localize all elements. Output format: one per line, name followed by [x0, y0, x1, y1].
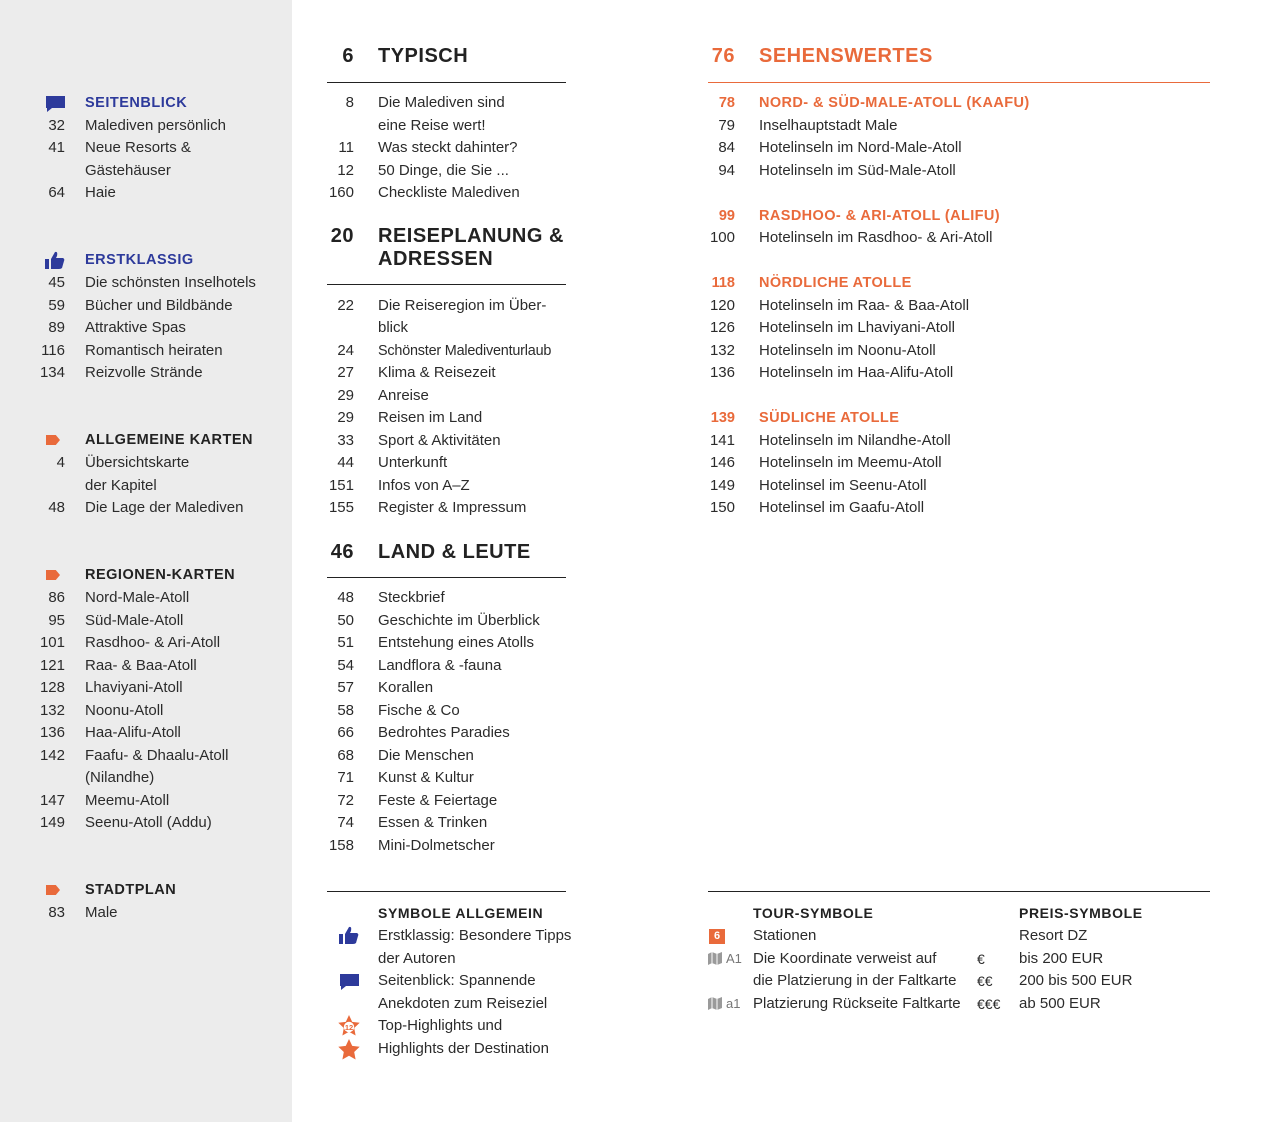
page-number: 51 — [337, 634, 354, 651]
item-label: Geschichte im Überblick — [378, 612, 540, 629]
speech-bubble-icon — [45, 95, 66, 113]
chapter-title-land-leute[interactable]: LAND & LEUTE — [378, 541, 531, 563]
list-item[interactable] — [0, 452, 292, 474]
list-item-continuation — [320, 317, 570, 339]
page-number: 11 — [338, 139, 354, 156]
item-label: Steckbrief — [378, 589, 445, 606]
list-item[interactable] — [320, 632, 570, 654]
legend-text: Seitenblick: Spannende — [378, 972, 536, 989]
item-label: blick — [378, 319, 409, 336]
page-number: 128 — [39, 679, 65, 696]
page-number: 79 — [718, 117, 735, 134]
item-label: Bücher und Bildbände — [85, 297, 233, 314]
page-number: 141 — [709, 432, 735, 449]
list-item[interactable] — [700, 160, 1210, 182]
chapter-page-number: 46 — [330, 541, 354, 563]
page-number: 29 — [337, 387, 354, 404]
page-number: 149 — [39, 814, 65, 831]
item-label: Hotelinseln im Süd-Male-Atoll — [759, 162, 956, 179]
item-label: Noonu-Atoll — [85, 702, 164, 719]
page-number: 48 — [48, 499, 65, 516]
page-number: 86 — [48, 589, 65, 606]
list-item[interactable] — [320, 160, 570, 182]
page-number: 147 — [39, 792, 65, 809]
page-number: 78 — [718, 95, 735, 111]
item-label: Hotelinseln im Noonu-Atoll — [759, 342, 936, 359]
item-label: Inselhauptstadt Male — [759, 117, 898, 134]
divider — [327, 891, 566, 892]
legend-text: Erstklassig: Besondere Tipps — [378, 927, 572, 944]
legend-text: Resort DZ — [1019, 927, 1088, 944]
section-title-erstklassig: ERSTKLASSIG — [85, 252, 194, 268]
item-label: Was steckt dahinter? — [378, 139, 518, 156]
item-label: Übersichtskarte — [85, 454, 190, 471]
page-number: 121 — [39, 657, 65, 674]
page-number: 72 — [337, 792, 354, 809]
page-number: 54 — [337, 657, 354, 674]
list-item[interactable] — [320, 430, 570, 452]
list-item[interactable] — [0, 137, 292, 159]
price-symbol: €€€ — [977, 996, 1001, 1012]
item-label: Malediven persönlich — [85, 117, 226, 134]
divider — [327, 82, 566, 83]
list-item[interactable] — [0, 295, 292, 317]
page-number: 58 — [337, 702, 354, 719]
chapter-title-reiseplanung-line2: ADRESSEN — [378, 248, 494, 270]
chapter-page-number: 6 — [342, 45, 354, 67]
item-label: Landflora & -fauna — [378, 657, 502, 674]
page-number: 100 — [709, 229, 735, 246]
page-number: 12 — [337, 162, 354, 179]
item-label: Schönster Malediventurlaub — [378, 343, 552, 359]
item-label: Hotelinseln im Nord-Male-Atoll — [759, 139, 962, 156]
item-label: Essen & Trinken — [378, 814, 488, 831]
numbered-star-icon — [337, 1014, 361, 1038]
list-item[interactable] — [320, 340, 570, 362]
item-label: der Kapitel — [85, 477, 157, 494]
station-badge: 6 — [709, 929, 725, 944]
item-label: Infos von A–Z — [378, 477, 470, 494]
divider — [327, 284, 566, 285]
item-label: Romantisch heiraten — [85, 342, 223, 359]
list-item[interactable] — [0, 745, 292, 767]
list-item[interactable] — [700, 115, 1210, 137]
region-title: SÜDLICHE ATOLLE — [759, 410, 900, 426]
list-item[interactable] — [0, 362, 292, 384]
list-item[interactable] — [320, 677, 570, 699]
item-label: Die Reiseregion im Über- — [378, 297, 547, 314]
page-number: 4 — [56, 454, 65, 471]
item-label: Meemu-Atoll — [85, 792, 170, 809]
item-label: Hotelinseln im Lhaviyani-Atoll — [759, 319, 955, 336]
list-item[interactable] — [0, 700, 292, 722]
item-label: eine Reise wert! — [378, 117, 486, 134]
list-item[interactable] — [320, 452, 570, 474]
list-item[interactable] — [700, 497, 1210, 519]
list-item-continuation — [0, 475, 292, 497]
list-item[interactable] — [700, 227, 1210, 249]
list-item[interactable] — [0, 340, 292, 362]
list-item[interactable] — [0, 272, 292, 294]
list-item[interactable] — [0, 677, 292, 699]
list-item[interactable] — [320, 610, 570, 632]
chapter-page-number: 76 — [711, 45, 735, 67]
region-heading[interactable] — [700, 205, 1210, 227]
item-label: Sport & Aktivitäten — [378, 432, 501, 449]
section-title-stadtplan: STADTPLAN — [85, 882, 177, 898]
item-label: Hotelinseln im Haa-Alifu-Atoll — [759, 364, 954, 381]
page-number: 57 — [337, 679, 354, 696]
list-item[interactable] — [320, 700, 570, 722]
page-number: 71 — [337, 769, 354, 786]
thumbs-up-icon — [339, 926, 360, 945]
item-label: Fische & Co — [378, 702, 460, 719]
list-item[interactable] — [320, 385, 570, 407]
page-number: 84 — [718, 139, 735, 156]
page-number: 74 — [337, 814, 354, 831]
page-number: 136 — [709, 364, 735, 381]
item-label: 50 Dinge, die Sie ... — [378, 162, 509, 179]
section-title-seitenblick: SEITENBLICK — [85, 95, 188, 111]
page-number: 142 — [39, 747, 65, 764]
list-item[interactable] — [320, 362, 570, 384]
list-item[interactable] — [0, 632, 292, 654]
page-number: 149 — [709, 477, 735, 494]
coordinate-code: a1 — [726, 996, 741, 1011]
legend-text: Anekdoten zum Reiseziel — [378, 995, 548, 1012]
page-number: 44 — [337, 454, 354, 471]
list-item[interactable] — [320, 137, 570, 159]
divider — [708, 82, 1210, 83]
item-label: Neue Resorts & — [85, 139, 191, 156]
list-item[interactable] — [320, 745, 570, 767]
list-item[interactable] — [700, 452, 1210, 474]
list-item[interactable] — [320, 92, 570, 114]
page-number: 158 — [328, 837, 354, 854]
list-item[interactable] — [0, 317, 292, 339]
page-number: 33 — [337, 432, 354, 449]
item-label: Hotelinseln im Rasdhoo- & Ari-Atoll — [759, 229, 993, 246]
divider — [708, 891, 1210, 892]
list-item[interactable] — [320, 587, 570, 609]
legend-title-price: PREIS-SYMBOLE — [1019, 905, 1143, 921]
list-item[interactable] — [700, 430, 1210, 452]
page-number: 22 — [337, 297, 354, 314]
list-item[interactable] — [700, 475, 1210, 497]
item-label: Male — [85, 904, 118, 921]
item-label: Faafu- & Dhaalu-Atoll — [85, 747, 229, 764]
item-label: Raa- & Baa-Atoll — [85, 657, 197, 674]
legend-text: der Autoren — [378, 950, 456, 967]
list-item[interactable] — [320, 722, 570, 744]
list-item[interactable] — [700, 137, 1210, 159]
list-item[interactable] — [320, 835, 570, 857]
page-number: 126 — [709, 319, 735, 336]
item-label: Haa-Alifu-Atoll — [85, 724, 181, 741]
region-title: NORD- & SÜD-MALE-ATOLL (KAAFU) — [759, 95, 1030, 111]
list-item[interactable] — [320, 655, 570, 677]
page-number: 101 — [39, 634, 65, 651]
list-item[interactable] — [320, 812, 570, 834]
page-number: 136 — [39, 724, 65, 741]
list-item[interactable] — [0, 722, 292, 744]
page-number: 132 — [39, 702, 65, 719]
page-number: 139 — [710, 410, 735, 426]
page-number: 29 — [337, 409, 354, 426]
legend-text: Highlights der Destination — [378, 1040, 549, 1057]
coordinate-code: A1 — [726, 951, 742, 966]
legend-title-tour: TOUR-SYMBOLE — [753, 905, 874, 921]
page-number: 94 — [718, 162, 735, 179]
list-item[interactable] — [320, 407, 570, 429]
item-label: Seenu-Atoll (Addu) — [85, 814, 212, 831]
legend-title-general: SYMBOLE ALLGEMEIN — [378, 905, 544, 921]
list-item[interactable] — [0, 587, 292, 609]
legend-text: ab 500 EUR — [1019, 995, 1101, 1012]
page-number: 151 — [328, 477, 354, 494]
region-title: RASDHOO- & ARI-ATOLL (ALIFU) — [759, 208, 1001, 224]
item-label: Checkliste Malediven — [378, 184, 520, 201]
region-heading[interactable] — [700, 407, 1210, 429]
item-label: Attraktive Spas — [85, 319, 186, 336]
list-item-continuation — [0, 160, 292, 182]
item-label: Die Menschen — [378, 747, 474, 764]
legend-text: bis 200 EUR — [1019, 950, 1104, 967]
item-label: Feste & Feiertage — [378, 792, 498, 809]
list-item[interactable] — [0, 610, 292, 632]
item-label: (Nilandhe) — [85, 769, 155, 786]
item-label: Kunst & Kultur — [378, 769, 474, 786]
list-item[interactable] — [0, 497, 292, 519]
item-label: Reisen im Land — [378, 409, 483, 426]
map-icon — [708, 952, 722, 965]
item-label: Anreise — [378, 387, 429, 404]
item-label: Korallen — [378, 679, 434, 696]
page-number: 41 — [48, 139, 65, 156]
page-number: 50 — [337, 612, 354, 629]
page-number: 160 — [328, 184, 354, 201]
legend-text: Die Koordinate verweist auf — [753, 950, 937, 967]
list-item[interactable] — [0, 655, 292, 677]
list-item[interactable] — [0, 182, 292, 204]
star-icon — [337, 1038, 361, 1062]
map-icon — [708, 997, 722, 1010]
list-item[interactable] — [700, 340, 1210, 362]
item-label: Süd-Male-Atoll — [85, 612, 184, 629]
chapter-title-sehenswertes[interactable]: SEHENSWERTES — [759, 45, 933, 67]
chapter-title-typisch[interactable]: TYPISCH — [378, 45, 469, 67]
legend-text: die Platzierung in der Faltkarte — [753, 972, 957, 989]
price-symbol: €€ — [977, 973, 993, 989]
list-item[interactable] — [0, 902, 292, 924]
list-item[interactable] — [320, 790, 570, 812]
item-label: Hotelinsel im Seenu-Atoll — [759, 477, 927, 494]
page-number: 132 — [709, 342, 735, 359]
page-number: 134 — [39, 364, 65, 381]
page-number: 155 — [328, 499, 354, 516]
legend-text: Platzierung Rückseite Faltkarte — [753, 995, 961, 1012]
price-symbol: € — [977, 951, 985, 967]
item-label: Reizvolle Strände — [85, 364, 203, 381]
legend-text: Stationen — [753, 927, 817, 944]
page-number: 89 — [48, 319, 65, 336]
legend-text: 200 bis 500 EUR — [1019, 972, 1133, 989]
item-label: Bedrohtes Paradies — [378, 724, 510, 741]
item-label: Gästehäuser — [85, 162, 171, 179]
region-heading[interactable] — [700, 272, 1210, 294]
item-label: Entstehung eines Atolls — [378, 634, 534, 651]
section-title-allgemeine-karten: ALLGEMEINE KARTEN — [85, 432, 253, 448]
item-label: Mini-Dolmetscher — [378, 837, 495, 854]
item-label: Hotelinsel im Gaafu-Atoll — [759, 499, 925, 516]
item-label: Lhaviyani-Atoll — [85, 679, 183, 696]
list-item[interactable] — [0, 790, 292, 812]
chapter-page-number: 20 — [330, 225, 354, 247]
page-number: 66 — [337, 724, 354, 741]
page-number: 64 — [48, 184, 65, 201]
item-label: Hotelinseln im Raa- & Baa-Atoll — [759, 297, 970, 314]
item-label: Klima & Reisezeit — [378, 364, 496, 381]
page-number: 24 — [337, 342, 354, 359]
list-item[interactable] — [320, 182, 570, 204]
page-number: 116 — [41, 342, 65, 359]
list-item-continuation — [320, 115, 570, 137]
page-number: 118 — [711, 275, 735, 291]
page-number: 95 — [48, 612, 65, 629]
item-label: Die Lage der Malediven — [85, 499, 244, 516]
page-number: 59 — [48, 297, 65, 314]
region-heading[interactable] — [700, 92, 1210, 114]
page-number: 27 — [337, 364, 354, 381]
page-number: 99 — [718, 208, 735, 224]
list-item[interactable] — [700, 362, 1210, 384]
page-number: 48 — [337, 589, 354, 606]
item-label: Unterkunft — [378, 454, 448, 471]
item-label: Die Malediven sind — [378, 94, 505, 111]
list-item[interactable] — [0, 115, 292, 137]
item-label: Hotelinseln im Nilandhe-Atoll — [759, 432, 951, 449]
page-number: 150 — [709, 499, 735, 516]
section-title-regionen-karten: REGIONEN-KARTEN — [85, 567, 236, 583]
divider — [327, 577, 566, 578]
badge-number: 12 — [344, 1022, 354, 1032]
speech-bubble-icon — [339, 973, 360, 991]
page-number: 45 — [48, 274, 65, 291]
page-number: 120 — [709, 297, 735, 314]
list-item[interactable] — [320, 475, 570, 497]
list-item-continuation — [0, 767, 292, 789]
page-number: 32 — [48, 117, 65, 134]
list-item[interactable] — [320, 767, 570, 789]
page-number: 83 — [48, 904, 65, 921]
list-item[interactable] — [320, 497, 570, 519]
page-number: 146 — [709, 454, 735, 471]
item-label: Hotelinseln im Meemu-Atoll — [759, 454, 942, 471]
chapter-title-reiseplanung[interactable]: REISEPLANUNG & — [378, 225, 564, 247]
list-item[interactable] — [700, 295, 1210, 317]
thumbs-up-icon — [45, 251, 66, 270]
list-item[interactable] — [320, 295, 570, 317]
legend-text: Top-Highlights und — [378, 1017, 503, 1034]
item-label: Die schönsten Inselhotels — [85, 274, 256, 291]
item-label: Register & Impressum — [378, 499, 527, 516]
page-number: 68 — [337, 747, 354, 764]
item-label: Haie — [85, 184, 116, 201]
region-title: NÖRDLICHE ATOLLE — [759, 275, 912, 291]
item-label: Rasdhoo- & Ari-Atoll — [85, 634, 221, 651]
page-number: 8 — [345, 94, 354, 111]
list-item[interactable] — [700, 317, 1210, 339]
item-label: Nord-Male-Atoll — [85, 589, 190, 606]
list-item[interactable] — [0, 812, 292, 834]
